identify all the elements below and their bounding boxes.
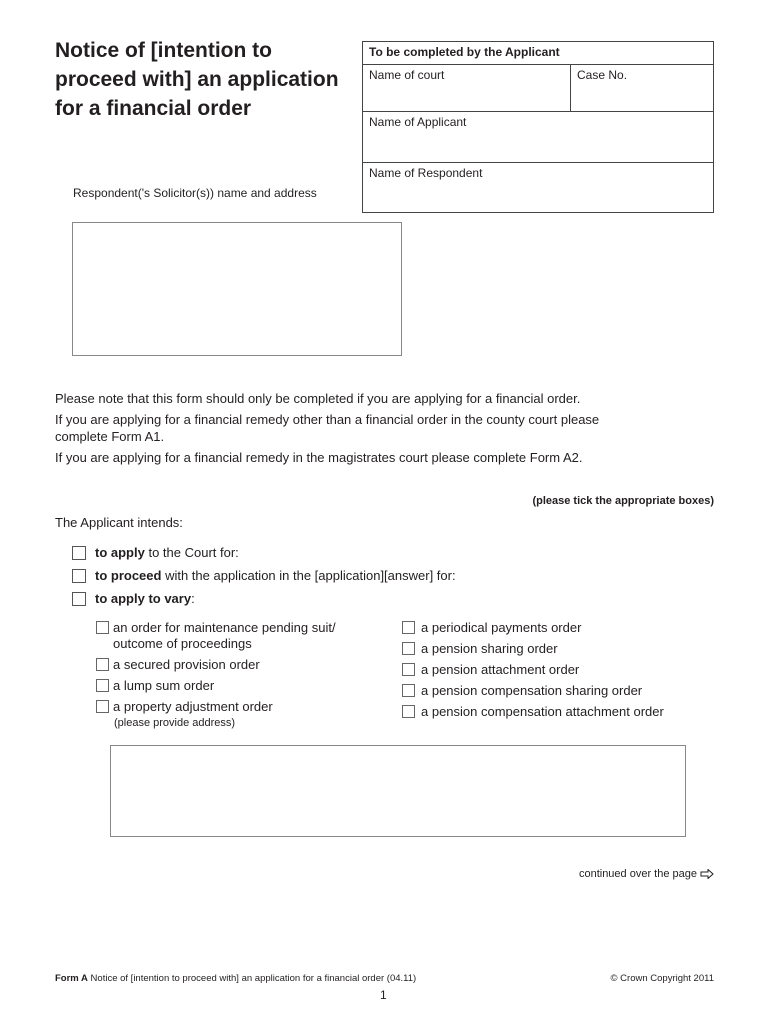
proceed-option-bold: to proceed: [95, 568, 162, 583]
court-name-label: Name of court: [369, 68, 445, 82]
pension-compensation-attachment-checkbox[interactable]: [402, 705, 415, 718]
secured-provision-option: a secured provision order: [113, 657, 260, 672]
property-address-box[interactable]: [110, 745, 686, 837]
maintenance-checkbox[interactable]: [96, 621, 109, 634]
note-line-2a: If you are applying for a financial remedy other than a financial order in the county court please: [55, 412, 600, 427]
applicant-details-box: [362, 41, 714, 213]
pension-sharing-option: a pension sharing order: [421, 641, 558, 656]
case-number-field[interactable]: [571, 65, 713, 112]
arrow-right-icon: [700, 869, 714, 879]
tick-instruction: (please tick the appropriate boxes): [532, 495, 714, 507]
applicant-box-header: To be completed by the Applicant: [363, 42, 713, 65]
note-line-1: Please note that this form should only be completed if you are applying for a financial order.: [55, 391, 581, 406]
respondent-solicitor-label: Respondent('s Solicitor(s)) name and address: [73, 186, 317, 200]
apply-checkbox[interactable]: [72, 546, 86, 560]
applicant-name-field[interactable]: [363, 112, 713, 163]
address-note: (please provide address): [114, 717, 236, 729]
pension-attachment-option: a pension attachment order: [421, 662, 580, 677]
secured-provision-checkbox[interactable]: [96, 658, 109, 671]
pension-attachment-checkbox[interactable]: [402, 663, 415, 676]
intends-label: The Applicant intends:: [55, 515, 183, 530]
periodical-payments-checkbox[interactable]: [402, 621, 415, 634]
title-line-3: for a financial order: [55, 97, 252, 120]
respondent-address-box[interactable]: [72, 222, 402, 356]
title-line-2: proceed with] an application: [55, 68, 339, 91]
maintenance-option-line2: outcome of proceedings: [113, 636, 252, 651]
vary-option-text: :: [191, 591, 195, 606]
respondent-name-label: Name of Respondent: [369, 166, 483, 180]
apply-option: [95, 545, 239, 560]
apply-option-text: to the Court for:: [144, 545, 239, 560]
vary-checkbox[interactable]: [72, 592, 86, 606]
page-number: 1: [380, 988, 387, 1002]
maintenance-option-line1: an order for maintenance pending suit/: [113, 620, 336, 635]
court-name-field[interactable]: [363, 65, 571, 112]
pension-sharing-checkbox[interactable]: [402, 642, 415, 655]
lump-sum-checkbox[interactable]: [96, 679, 109, 692]
continued-text: continued over the page: [578, 868, 697, 880]
applicant-name-label: Name of Applicant: [369, 115, 467, 129]
proceed-option: [95, 568, 456, 583]
proceed-option-text: with the application in the [application][answer] for:: [161, 568, 456, 583]
footer-copyright: © Crown Copyright 2011: [610, 973, 714, 984]
footer-form-text: Notice of [intention to proceed with] an application for a financial order (04.11): [87, 973, 417, 984]
maintenance-option: [113, 620, 336, 652]
footer-form-label: [55, 973, 416, 984]
property-adjustment-checkbox[interactable]: [96, 700, 109, 713]
periodical-payments-option: a periodical payments order: [421, 620, 582, 635]
vary-option: [95, 591, 195, 606]
pension-compensation-attachment-option: a pension compensation attachment order: [421, 704, 664, 719]
lump-sum-option: a lump sum order: [113, 678, 215, 693]
note-line-3: If you are applying for a financial remedy in the magistrates court please complete Form A2.: [55, 450, 583, 465]
case-number-label: Case No.: [577, 68, 628, 82]
pension-compensation-sharing-option: a pension compensation sharing order: [421, 683, 643, 698]
vary-option-bold: to apply to vary: [95, 591, 192, 606]
footer-form-bold: Form A: [55, 973, 88, 984]
respondent-name-field[interactable]: [363, 163, 713, 212]
instructions-notes: [55, 390, 715, 466]
pension-compensation-sharing-checkbox[interactable]: [402, 684, 415, 697]
continued-note: [579, 868, 714, 880]
title-line-1: Notice of [intention to: [55, 39, 272, 62]
note-line-2b: complete Form A1.: [55, 429, 165, 444]
form-title: [55, 36, 360, 123]
apply-option-bold: to apply: [95, 545, 145, 560]
property-adjustment-option: a property adjustment order: [113, 699, 273, 714]
proceed-checkbox[interactable]: [72, 569, 86, 583]
